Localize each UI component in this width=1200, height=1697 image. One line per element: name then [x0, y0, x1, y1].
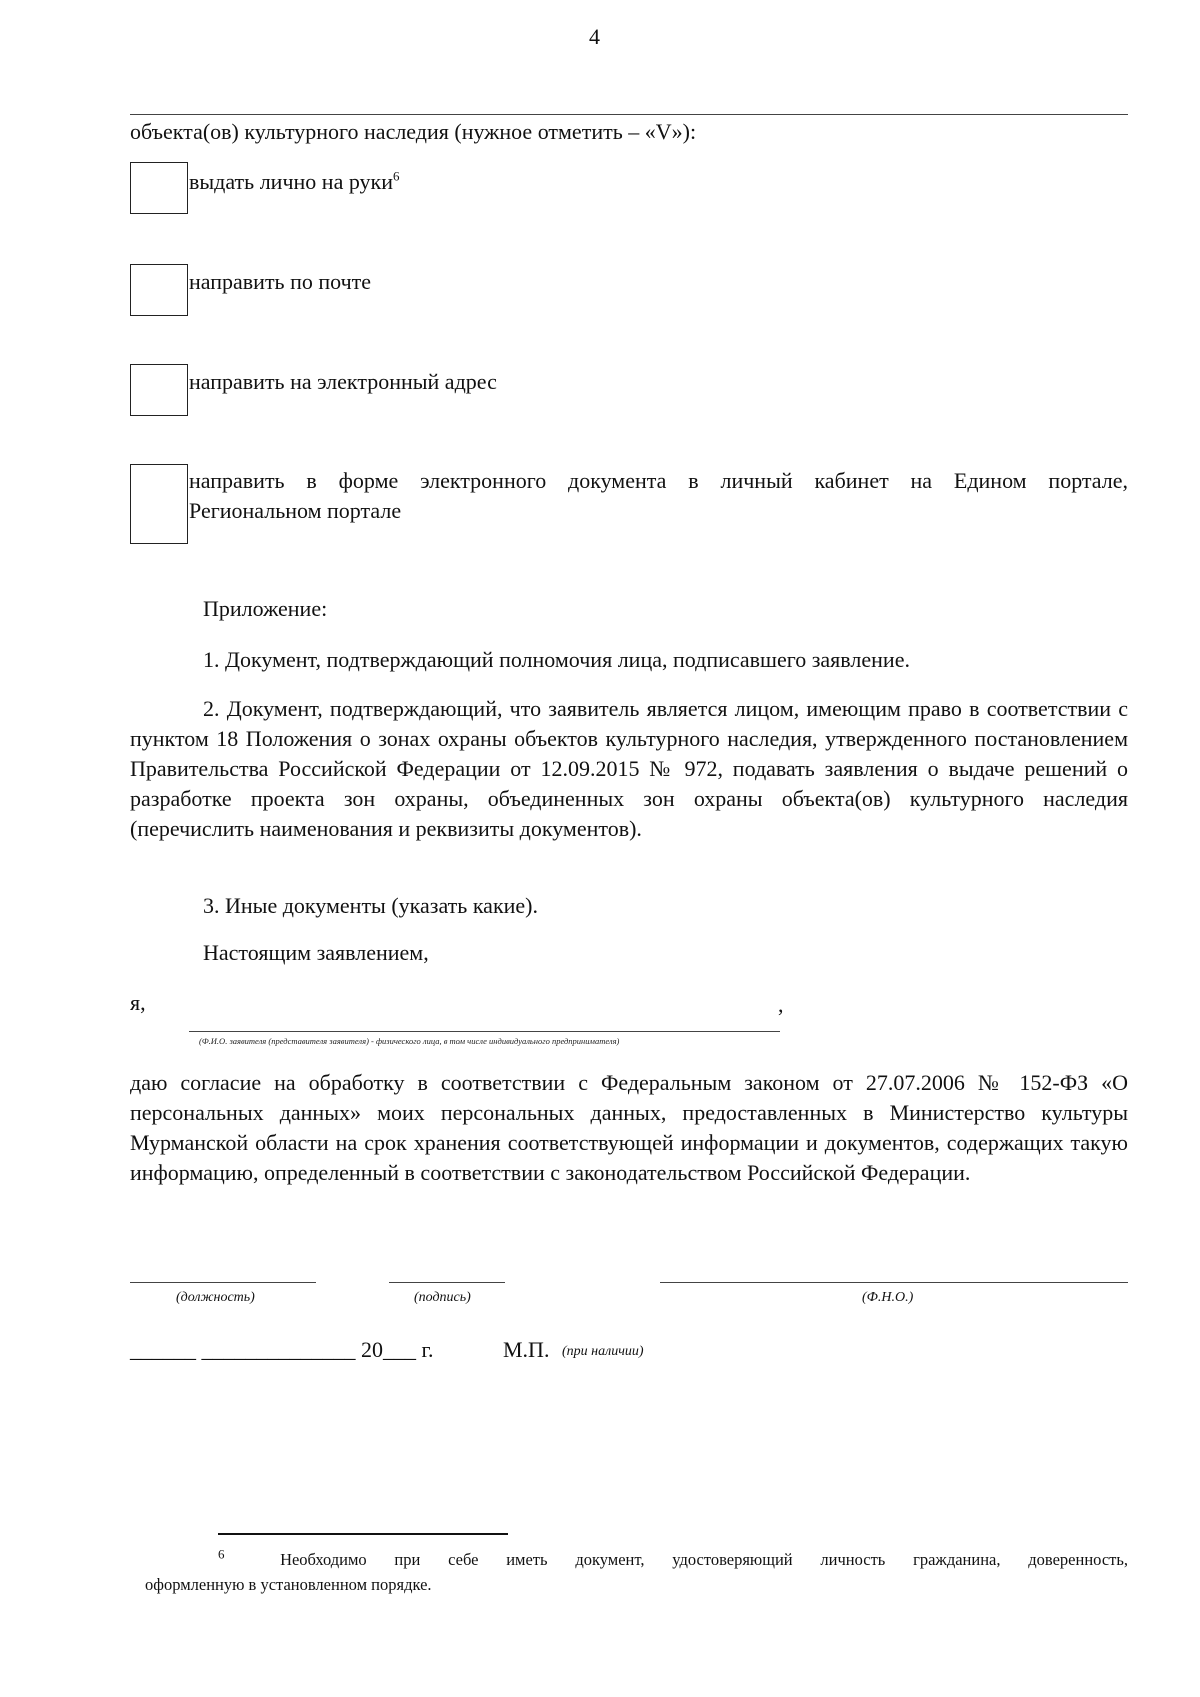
- consent-intro: Настоящим заявлением,: [203, 940, 429, 965]
- attachment-item-1: 1. Документ, подтверждающий полномочия лица, подписавшего заявление.: [203, 647, 910, 672]
- signature-line[interactable]: [389, 1282, 505, 1283]
- attachments-heading: Приложение:: [203, 596, 328, 621]
- option-label-by-mail: направить по почте: [189, 269, 372, 294]
- footnote-line1: $^6$ Необходимо при себе иметь документ, удостоверяющий личность гражданина, доверенность,: [218, 1546, 1129, 1569]
- position-caption: (должность): [176, 1290, 255, 1305]
- footnote-line2: оформленную в установленном порядке.: [145, 1575, 432, 1594]
- position-line[interactable]: [130, 1282, 316, 1283]
- option-label-portal-line2: Региональном портале: [189, 498, 402, 523]
- date-line: ______ ______________ 20___ г.: [130, 1337, 434, 1362]
- header-line: объекта(ов) культурного наследия (нужное отметить – «V»):: [130, 119, 697, 144]
- option-checkbox-portal[interactable]: [130, 464, 188, 544]
- fio-input-line[interactable]: [189, 1031, 780, 1032]
- consent-text: даю согласие на обработку в соответствии с Федеральным законом от 27.07.2006 № 152-ФЗ «О персональных данных» моих персональных данных, предоставленных в Министерство культуры Мурманской области на срок хранения соответствующей информации и документов, содержащих такую информацию, определенный в соответствии с законодательством Российской Федерации.: [130, 1070, 1128, 1185]
- attachment-item-2: 2. Документ, подтверждающий, что заявитель является лицом, имеющим право в соответствии с пунктом 18 Положения о зонах охраны объектов культурного наследия, утвержденного постановлением Правительства Российской Федерации от 12.09.2015 № 972, подавать заявления о выдаче решений о разработке проекта зон охраны, объединенных зон охраны объекта(ов) культурного наследия (перечислить наименования и реквизиты документов).: [130, 696, 1128, 841]
- option-checkbox-email[interactable]: [130, 364, 188, 416]
- option-checkbox-in-person[interactable]: [130, 162, 188, 214]
- attachment-item-3: 3. Иные документы (указать какие).: [203, 893, 538, 918]
- footnote-mark: 6: [218, 1546, 225, 1562]
- stamp-note: (при наличии): [562, 1344, 644, 1359]
- fio-signature-line[interactable]: [660, 1282, 1128, 1283]
- consent-ya: я,: [130, 990, 146, 1015]
- stamp-label: М.П.: [503, 1337, 550, 1362]
- signature-caption: (подпись): [414, 1290, 471, 1305]
- top-rule: [130, 114, 1128, 115]
- fio-caption: (Ф.И.О. заявителя (представителя заявителя) - физического лица, в том числе индивидуального предпринимателя): [199, 1036, 620, 1046]
- option-checkbox-by-mail[interactable]: [130, 264, 188, 316]
- option-label-email: направить на электронный адрес: [189, 369, 497, 394]
- option-label-portal-line1: направить в форме электронного документа в личный кабинет на Едином портале,: [189, 468, 1128, 493]
- consent-comma: ,: [778, 992, 784, 1017]
- page-number: 4: [589, 24, 600, 49]
- fio-signature-caption: (Ф.Н.О.): [862, 1290, 914, 1305]
- footnote-rule: [218, 1533, 508, 1535]
- option-label-in-person: выдать лично на руки$^6$: [189, 168, 400, 194]
